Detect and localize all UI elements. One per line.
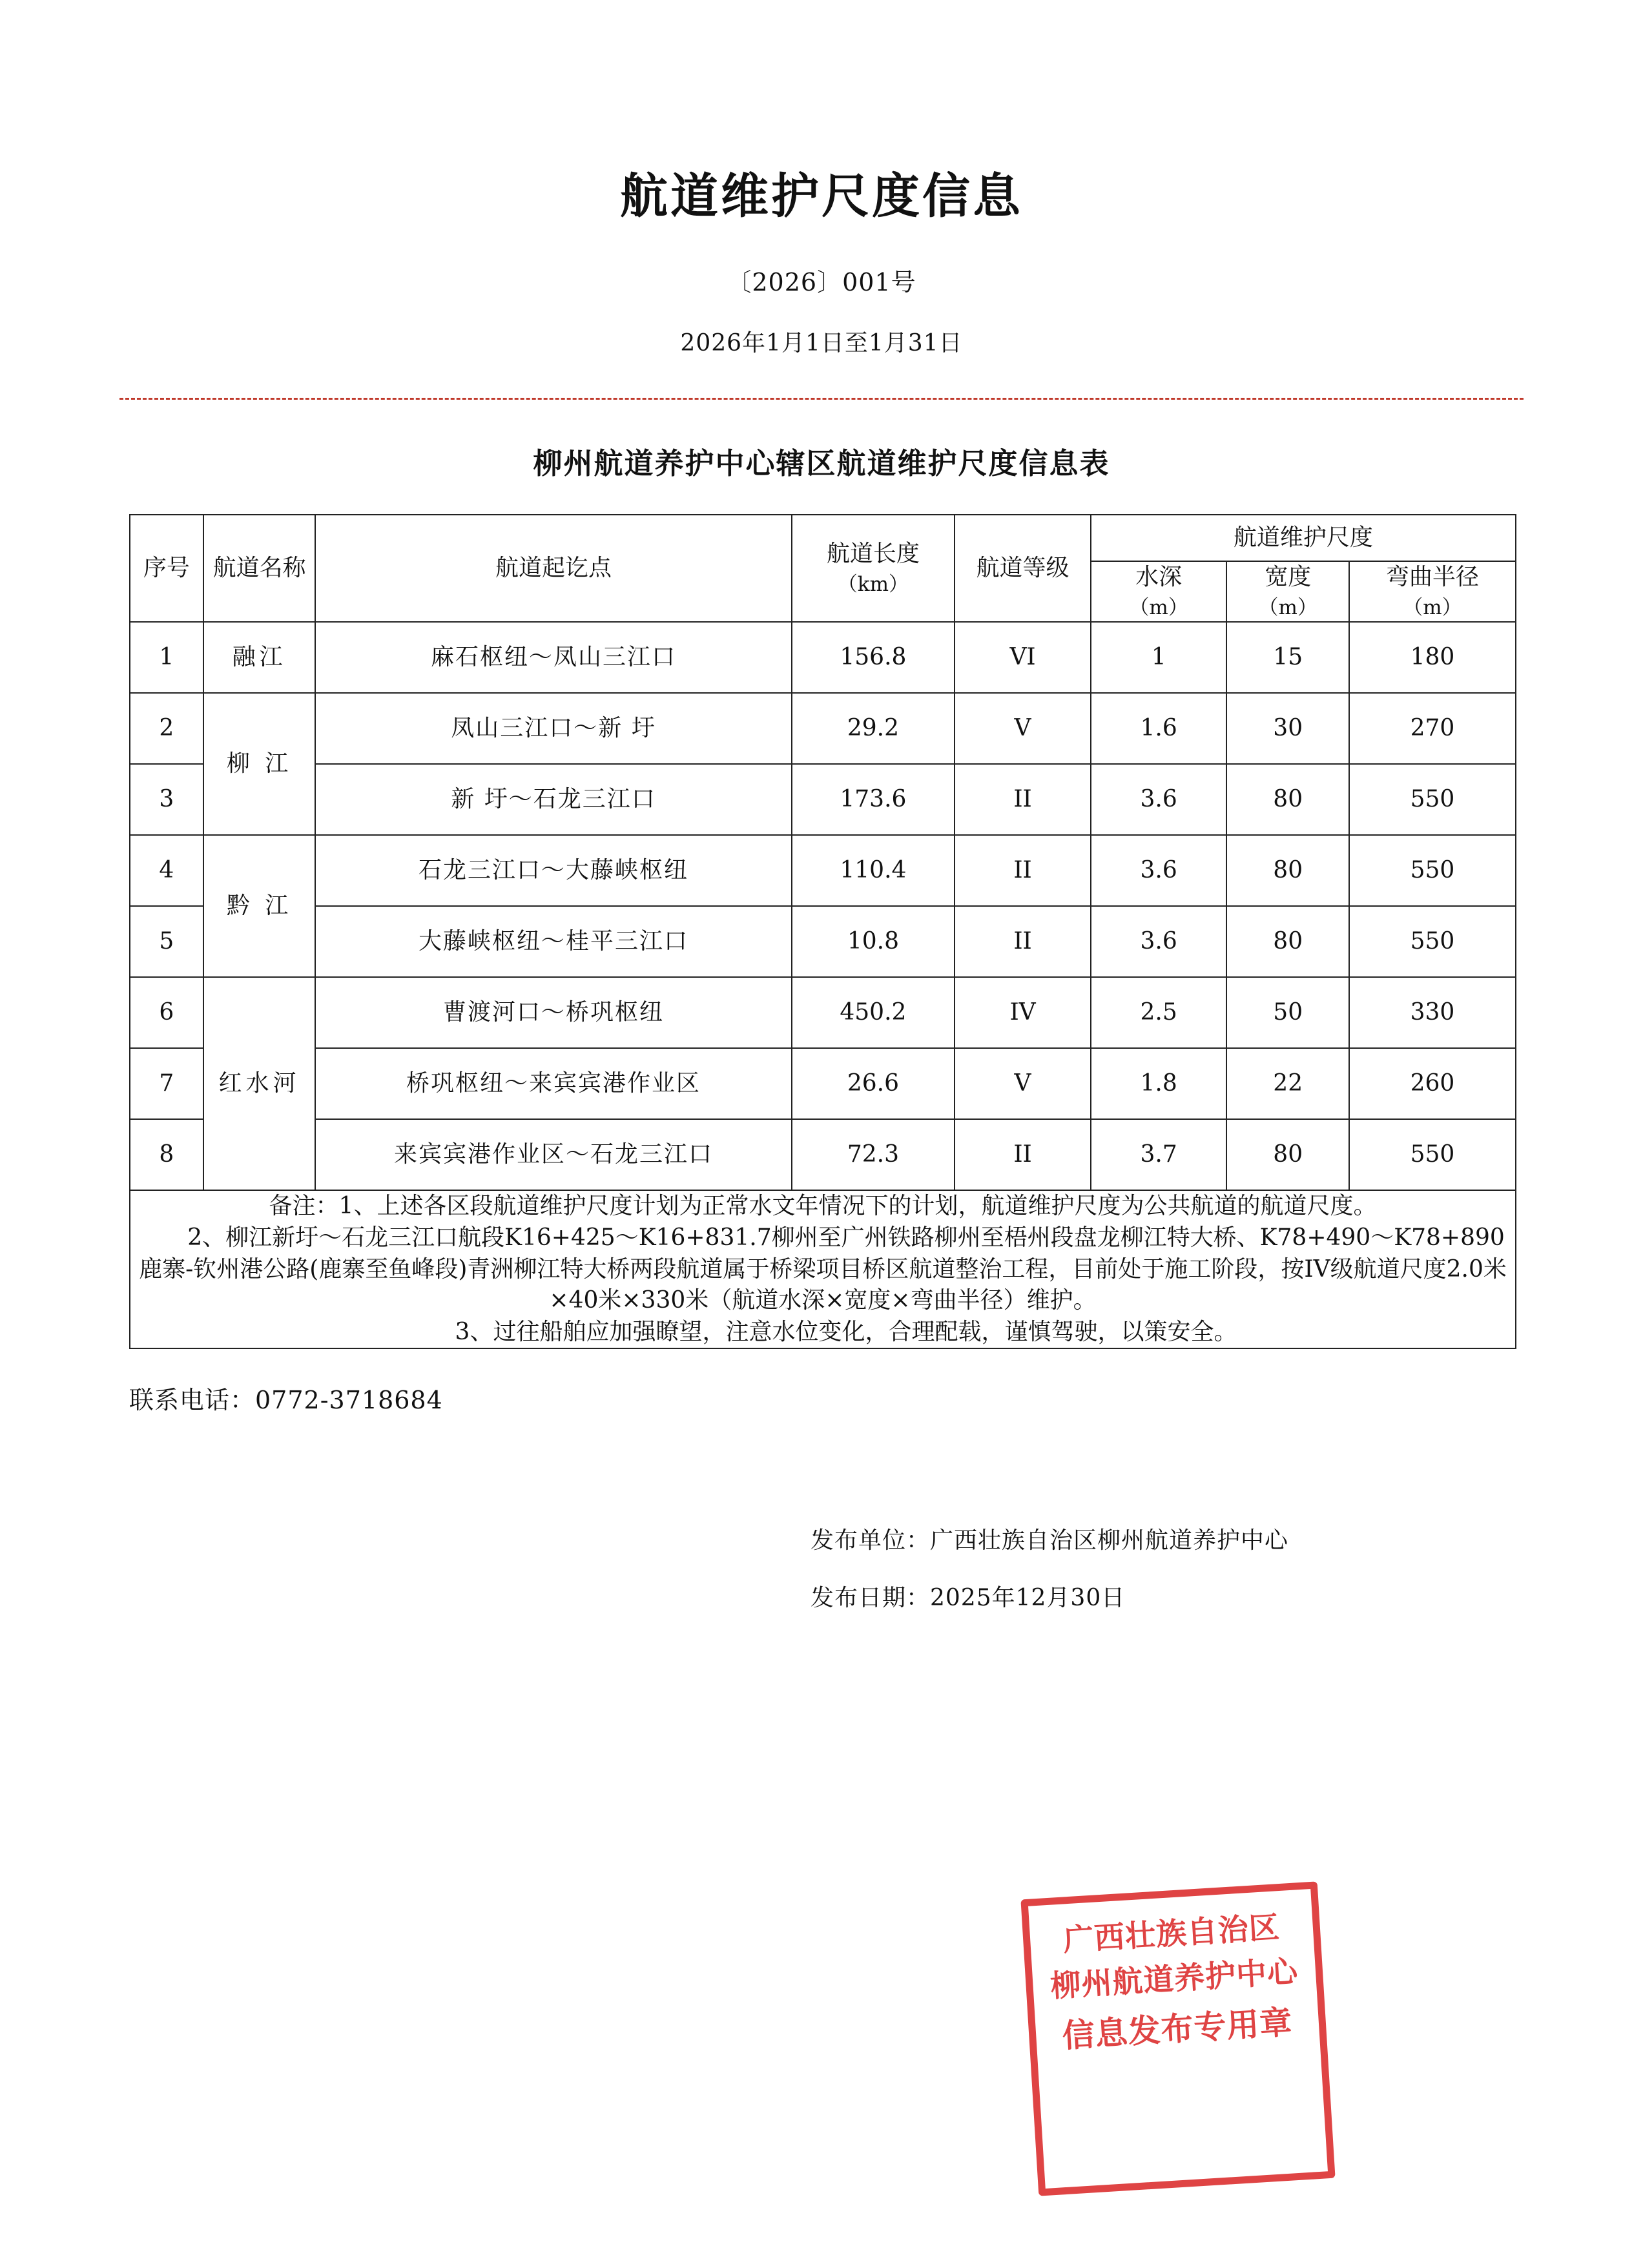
cell-grade: II (955, 1119, 1091, 1190)
table-container (129, 514, 1514, 1349)
table-row (130, 1048, 1516, 1119)
cell-depth: 1 (1091, 622, 1227, 693)
table-header-row-1 (130, 515, 1516, 561)
cell-grade: V (955, 693, 1091, 764)
document-number: 〔2026〕001号 (727, 268, 916, 296)
table-row (130, 764, 1516, 835)
cell-radius: 260 (1349, 1048, 1516, 1119)
contact-phone: 联系电话：0772-3718684 (129, 1386, 443, 1415)
cell-grade: II (955, 906, 1091, 977)
cell-length: 10.8 (792, 906, 955, 977)
header-depth-unit: （m） (1129, 595, 1188, 619)
cell-grade: II (955, 835, 1091, 906)
table-row (130, 693, 1516, 764)
cell-depth: 3.6 (1091, 835, 1227, 906)
cell-radius: 550 (1349, 764, 1516, 835)
header-waterway-name: 航道名称 (203, 515, 316, 622)
cell-no: 7 (130, 1048, 203, 1119)
table-row (130, 977, 1516, 1048)
cell-grade: V (955, 1048, 1091, 1119)
cell-width: 50 (1226, 977, 1349, 1048)
official-seal-stamp (1020, 1881, 1335, 2196)
cell-no: 1 (130, 622, 203, 693)
waterway-maintenance-table (129, 514, 1516, 1349)
cell-length: 72.3 (792, 1119, 955, 1190)
header-radius (1349, 561, 1516, 622)
note-1: 备注：1、上述各区段航道维护尺度计划为正常水文年情况下的计划，航道维护尺度为公共航道的航道尺度。 (269, 1193, 1377, 1220)
cell-no: 8 (130, 1119, 203, 1190)
header-width (1226, 561, 1349, 622)
header-radius-unit: （m） (1403, 595, 1462, 619)
cell-waterway-name: 融江 (203, 622, 316, 693)
cell-endpoints: 石龙三江口～大藤峡枢纽 (315, 835, 791, 906)
cell-no: 6 (130, 977, 203, 1048)
footer-block (0, 1512, 1643, 1626)
cell-radius: 550 (1349, 1119, 1516, 1190)
header-depth-label: 水深 (1135, 564, 1183, 590)
cell-length: 450.2 (792, 977, 955, 1048)
cell-grade: VI (955, 622, 1091, 693)
header-length-unit: （km） (837, 572, 909, 596)
table-row (130, 1119, 1516, 1190)
table-row (130, 835, 1516, 906)
cell-radius: 550 (1349, 906, 1516, 977)
header-radius-label: 弯曲半径 (1385, 564, 1479, 590)
cell-endpoints: 大藤峡枢纽～桂平三江口 (315, 906, 791, 977)
header-length-label: 航道长度 (826, 541, 920, 567)
cell-length: 29.2 (792, 693, 955, 764)
cell-endpoints: 新 圩～石龙三江口 (315, 764, 791, 835)
table-notes (130, 1190, 1516, 1348)
cell-width: 15 (1226, 622, 1349, 693)
divider (119, 398, 1524, 400)
cell-depth: 3.6 (1091, 906, 1227, 977)
cell-width: 80 (1226, 1119, 1349, 1190)
header-grade: 航道等级 (955, 515, 1091, 622)
cell-endpoints: 曹渡河口～桥巩枢纽 (315, 977, 791, 1048)
cell-endpoints: 凤山三江口～新 圩 (315, 693, 791, 764)
cell-grade: IV (955, 977, 1091, 1048)
header-no: 序号 (130, 515, 203, 622)
header-maintenance-group: 航道维护尺度 (1091, 515, 1516, 561)
note-2: 2、柳江新圩～石龙三江口航段K16+425～K16+831.7柳州至广州铁路柳州至梧州段盘龙柳江特大桥、K78+490～K78+890鹿寨-钦州港公路(鹿寨至鱼峰段)青洲柳江特大桥两段航道属于桥梁项目桥区航道整治工程，目前处于施工阶段，按IV级航道尺度2.0米×40米×330米（航道水深×宽度×弯曲半径）维护。 (139, 1224, 1507, 1314)
cell-waterway-name: 黔 江 (203, 835, 316, 977)
cell-waterway-name: 红水河 (203, 977, 316, 1190)
note-3: 3、过往船舶应加强瞭望，注意水位变化，合理配载，谨慎驾驶，以策安全。 (455, 1318, 1237, 1345)
cell-depth: 2.5 (1091, 977, 1227, 1048)
cell-no: 4 (130, 835, 203, 906)
header-length (792, 515, 955, 622)
header-width-unit: （m） (1258, 595, 1318, 619)
page-title: 航道维护尺度信息 (620, 169, 1023, 224)
stamp-line-1: 广西壮族自治区 (1062, 1910, 1281, 1959)
cell-grade: II (955, 764, 1091, 835)
cell-waterway-name: 柳 江 (203, 693, 316, 835)
cell-endpoints: 桥巩枢纽～来宾宾港作业区 (315, 1048, 791, 1119)
cell-endpoints: 来宾宾港作业区～石龙三江口 (315, 1119, 791, 1190)
cell-depth: 3.6 (1091, 764, 1227, 835)
header-endpoints: 航道起讫点 (315, 515, 791, 622)
cell-no: 3 (130, 764, 203, 835)
publish-date-line: 发布日期：2025年12月30日 (811, 1584, 1126, 1611)
cell-width: 80 (1226, 835, 1349, 906)
cell-length: 110.4 (792, 835, 955, 906)
cell-depth: 3.7 (1091, 1119, 1227, 1190)
header-depth (1091, 561, 1227, 622)
document-period: 2026年1月1日至1月31日 (680, 330, 963, 356)
table-row (130, 622, 1516, 693)
cell-width: 22 (1226, 1048, 1349, 1119)
cell-radius: 550 (1349, 835, 1516, 906)
cell-depth: 1.8 (1091, 1048, 1227, 1119)
cell-width: 80 (1226, 906, 1349, 977)
cell-no: 2 (130, 693, 203, 764)
publisher-line: 发布单位：广西壮族自治区柳州航道养护中心 (811, 1527, 1289, 1554)
cell-length: 156.8 (792, 622, 955, 693)
table-row (130, 906, 1516, 977)
cell-length: 173.6 (792, 764, 955, 835)
cell-endpoints: 麻石枢纽～凤山三江口 (315, 622, 791, 693)
cell-width: 30 (1226, 693, 1349, 764)
cell-radius: 270 (1349, 693, 1516, 764)
cell-radius: 180 (1349, 622, 1516, 693)
cell-length: 26.6 (792, 1048, 955, 1119)
cell-depth: 1.6 (1091, 693, 1227, 764)
cell-no: 5 (130, 906, 203, 977)
table-notes-row (130, 1190, 1516, 1348)
header-width-label: 宽度 (1265, 564, 1312, 590)
table-title: 柳州航道养护中心辖区航道维护尺度信息表 (533, 446, 1110, 480)
cell-width: 80 (1226, 764, 1349, 835)
stamp-line-3: 信息发布专用章 (1061, 2003, 1294, 2055)
stamp-line-2: 柳州航道养护中心 (1049, 1954, 1299, 2005)
cell-radius: 330 (1349, 977, 1516, 1048)
